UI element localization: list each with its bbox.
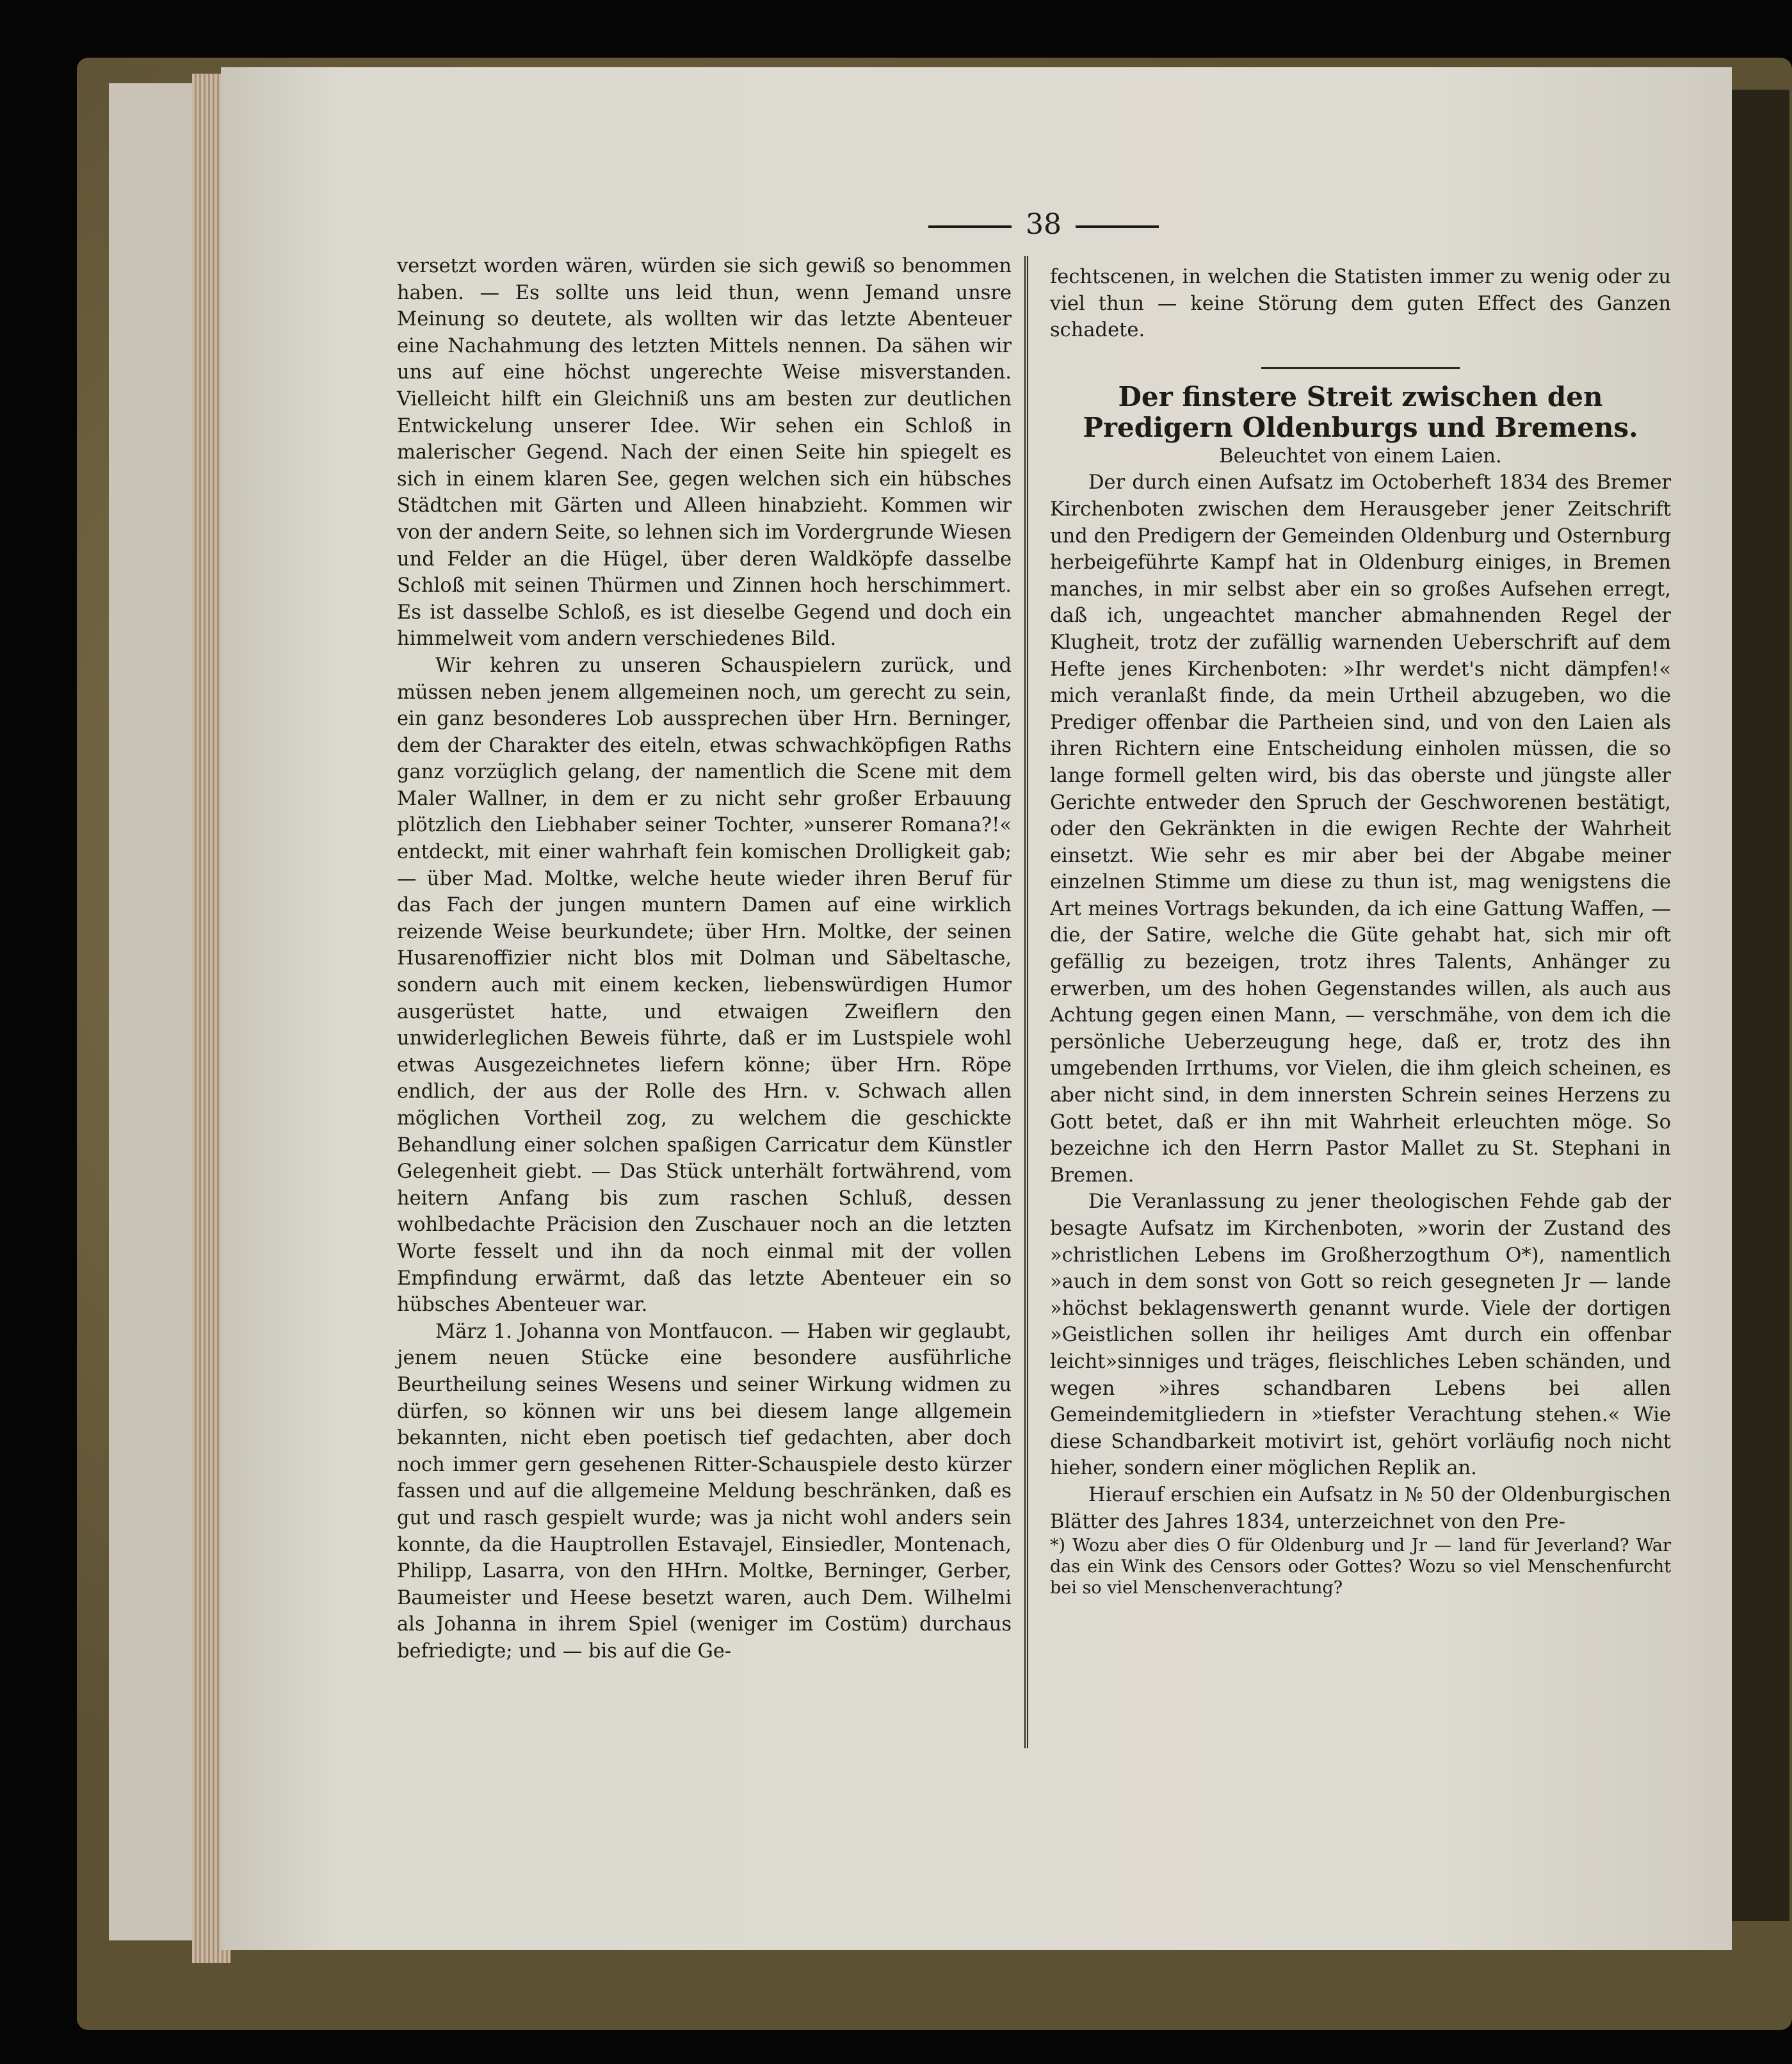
- right-column: [1050, 264, 1671, 1598]
- right-paragraph-3: Die Veranlassung zu jener theologischen Fehde gab der besagte Aufsatz im Kirchenboten, »worin der Zustand des »christlichen Lebens im Großherzogthum O*), namentlich »auch in dem sonst von Gott so reich gesegneten Jr — lande »höchst beklagenswerth genannt wurde. Viele der dortigen »Geistlichen sollen ihr heiliges Amt durch ein offenbar leicht»sinniges und träges, fleischliches Leben schänden, und wegen »ihres schandbaren Lebens bei allen Gemeindemitgliedern in »tiefster Verachtung stehen.« Wie diese Schandbarkeit motivirt ist, gehört vorläufig noch nicht hieher, sondern einer möglichen Replik an.: [1050, 1190, 1671, 1480]
- left-column: [397, 253, 1012, 1664]
- footnote: *) Wozu aber dies O für Oldenburg und Jr — land für Jeverland? War das ein Wink des Censors oder Gottes? Wozu so viel Menschenfurcht bei so viel Menschenverachtung?: [1050, 1536, 1671, 1598]
- section-rule: [1261, 367, 1460, 369]
- page-number: 38: [909, 208, 1178, 241]
- facing-page-edge: [109, 83, 205, 1940]
- right-paragraph-2: Der durch einen Aufsatz im Octoberheft 1834 des Bremer Kirchenboten zwischen dem Herausgeber jener Zeitschrift und den Predigern der Gemeinden Oldenburg und Osternburg herbeigeführte Kampf hat in Oldenburg einiges, in Bremen manches, in mir selbst aber ein so großes Aufsehen erregt, daß ich, ungeachtet mancher abmahnenden Regel der Klugheit, trotz der zufällig warnenden Ueberschrift auf dem Hefte jenes Kirchenboten: »Ihr werdet's nicht dämpfen!« mich veranlaßt finde, da mein Urtheil abzugeben, wo die Prediger offenbar die Partheien sind, und von den Laien als ihren Richtern eine Entscheidung einholen müssen, die so lange formell gelten wird, bis das oberste und jüngste aller Gerichte entweder den Spruch der Geschworenen bestätigt, oder den Gekränkten in die ewigen Rechte der Wahrheit einsetzt. Wie sehr es mir aber bei der Abgabe meiner einzelnen Stimme um diese zu thun ist, mag wenigstens die Art meines Vortrags bekunden, da ich eine Gattung Waffen, — die, der Satire, welche die Güte gehabt hat, sich mir oft gefällig zu bezeigen, trotz ihres Talents, Anhänger zu erwerben, um des hohen Gegenstandes willen, als auch aus Achtung gegen einen Mann, — verschmähe, von dem ich die persönliche Ueberzeugung hege, daß er, trotz des ihn umgebenden Irrthums, vor Vielen, die ihm gleich scheinen, es aber nicht sind, in dem innersten Schrein seines Herzens zu Gott betet, daß er ihn mit Wahrheit erleuchten möge. So bezeichne ich den Herrn Pastor Mallet zu St. Stephani in Bremen.: [1050, 471, 1671, 1187]
- article-subheading: Beleuchtet von einem Laien.: [1219, 444, 1502, 467]
- right-paragraph-1: fechtscenen, in welchen die Statisten immer zu wenig oder zu viel thun — keine Störung dem guten Effect des Ganzen schadete.: [1050, 266, 1671, 342]
- left-paragraph-3: März 1. Johanna von Montfaucon. — Haben wir geglaubt, jenem neuen Stücke eine besondere ausführliche Beurtheilung seines Wesens und seiner Wirkung widmen zu dürfen, so können wir uns bei diesem lange allgemein bekannten, nicht eben poetisch tief gedachten, aber doch noch immer gern gesehenen Ritter-Schauspiele desto kürzer fassen und auf die allgemeine Meldung beschränken, daß es gut und rasch gespielt wurde; was ja nicht wohl anders sein konnte, da die Hauptrollen Estavajel, Einsiedler, Montenach, Philipp, Lasarra, von den HHrn. Moltke, Berninger, Gerber, Baumeister und Heese besetzt waren, auch Dem. Wilhelmi als Johanna in ihrem Spiel (weniger im Costüm) durchaus befriedigte; und — bis auf die Ge-: [397, 1320, 1012, 1662]
- column-divider: [1024, 256, 1028, 1748]
- left-paragraph-2: Wir kehren zu unseren Schauspielern zurück, und müssen neben jenem allgemeinen noch, um gerecht zu sein, ein ganz besonderes Lob aussprechen über Hrn. Berninger, dem der Charakter des eiteln, etwas schwachköpfigen Raths ganz vorzüglich gelang, der namentlich die Scene mit dem Maler Wallner, in dem er zu nicht sehr großer Erbauung plötzlich den Liebhaber seiner Tochter, »unserer Romana?!« entdeckt, mit einer wahrhaft fein komischen Drolligkeit gab; — über Mad. Moltke, welche heute wieder ihren Beruf für das Fach der jungen muntern Damen auf eine wirklich reizende Weise beurkundete; über Hrn. Moltke, der seinen Husarenoffizier nicht blos mit Dolman und Säbeltasche, sondern auch mit einem kecken, liebenswürdigen Humor ausgerüstet hatte, und etwaigen Zweiflern den unwiderleglichen Beweis führte, daß er im Lustspiele wohl etwas Ausgezeichnetes liefern könne; über Hrn. Röpe endlich, der aus der Rolle des Hrn. v. Schwach allen möglichen Vortheil zog, zu welchem die geschickte Behandlung einer solchen spaßigen Carricatur dem Künstler Gelegenheit giebt. — Das Stück unterhält fortwährend, vom heitern Anfang bis zum raschen Schluß, dessen wohlbedachte Präcision den Zuschauer noch an die letzten Worte fesselt und ihn da noch einmal mit der vollen Empfindung erwärmt, daß das letzte Abenteuer ein so hübsches Abenteuer war.: [397, 654, 1012, 1317]
- right-paragraph-4: Hierauf erschien ein Aufsatz in № 50 der Oldenburgischen Blätter des Jahres 1834, unterzeichnet von den Pre-: [1050, 1483, 1671, 1533]
- book-edge-right: [1732, 90, 1789, 1921]
- left-paragraph-1: versetzt worden wären, würden sie sich gewiß so benommen haben. — Es sollte uns leid thun, wenn Jemand unsre Meinung so deutete, als wollten wir das letzte Abenteuer eine Nachahmung des letzten Mittels nennen. Da sähen wir uns auf eine höchst ungerechte Weise misverstanden. Vielleicht hilft ein Gleichniß uns am besten zur deutlichen Entwickelung unserer Idee. Wir sehen ein Schloß in malerischer Gegend. Nach der einen Seite hin spiegelt es sich in einem klaren See, gegen welchen sich ein hübsches Städtchen mit Gärten und Alleen hinabzieht. Kommen wir von der andern Seite, so lehnen sich im Vordergrunde Wiesen und Felder an die Hügel, über deren Waldköpfe dasselbe Schloß mit seinen Thürmen und Zinnen hoch herschimmert. Es ist dasselbe Schloß, es ist dieselbe Gegend und doch ein himmelweit vom andern verschiedenes Bild.: [397, 255, 1012, 651]
- article-heading: Der finstere Streit zwischen den Predigern Oldenburgs und Bremens.: [1083, 380, 1638, 443]
